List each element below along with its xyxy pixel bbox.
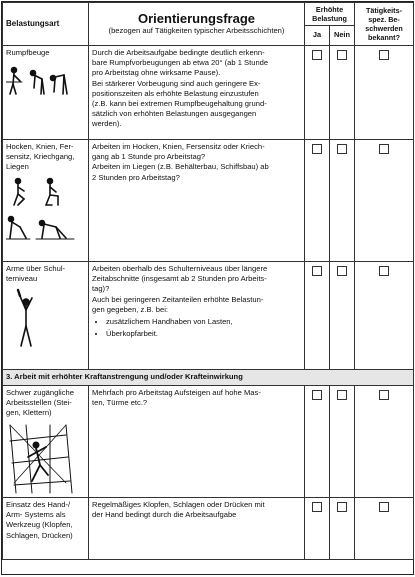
row-rumpfbeuge: [3, 46, 414, 140]
question-cell: Arbeiten oberhalb des Schulterniveaus über längere Zeitabschnitte (insgesamt ab 2 Stunden pro Arbeits- tag)? Auch bei geringeren Zeitanteilen erhöhte Belastun- gen gegeben, z.B. bei: • zusätzlichem Handhaben von Lasten, • Überkopfarbeit.: [89, 262, 305, 370]
assessment-sheet: [1, 1, 414, 575]
checkbox-beschwerden[interactable]: [379, 502, 389, 512]
label-cell: [3, 46, 89, 140]
section-3-header: 3. Arbeit mit erhöhter Kraftanstrengung und/oder Krafteinwirkung: [3, 370, 414, 386]
orientierungsfrage-subtitle: (bezogen auf Tätigkeiten typischer Arbeitsschichten): [108, 26, 285, 36]
checkbox-nein[interactable]: [337, 390, 347, 400]
arms-overhead-figure-icon: [6, 288, 46, 348]
question-cell: Mehrfach pro Arbeitstag Aufsteigen auf hohe Mas- ten, Türme etc.?: [89, 386, 305, 498]
row-label: Rumpfbeuge: [6, 48, 50, 57]
assessment-table: [2, 2, 414, 560]
checkbox-ja[interactable]: [312, 50, 322, 60]
label-cell: Arme über Schul- terniveau: [3, 262, 89, 370]
checkbox-nein[interactable]: [337, 266, 347, 276]
label-cell: Hocken, Knien, Fer- sensitz, Kriechgang, Liegen: [3, 140, 89, 262]
question-cell: Regelmäßiges Klopfen, Schlagen oder Drücken mit der Hand bedingt durch die Arbeitsaufgabe: [89, 498, 305, 560]
bullet-list: • zusätzlichem Handhaben von Lasten, • Überkopfarbeit.: [92, 317, 301, 339]
label-cell: Einsatz des Hand-/ Arm- Systems als Werkzeug (Klopfen, Schlagen, Drücken): [3, 498, 89, 560]
checkbox-nein[interactable]: [337, 502, 347, 512]
question-cell: Arbeiten im Hocken, Knien, Fersensitz oder Kriech- gang ab 1 Stunde pro Arbeitstag? Arbeiten im Liegen (z.B. Behälterbau, Schiffsbau) ab 2 Stunden pro Arbeitstag?: [89, 140, 305, 262]
header-nein: Nein: [330, 26, 355, 46]
climbing-figure-icon: [6, 423, 82, 495]
bending-figures-icon: [6, 62, 74, 96]
orientierungsfrage-title: Orientierungsfrage: [137, 11, 256, 27]
header-orientierungsfrage: [89, 3, 305, 46]
checkbox-beschwerden[interactable]: [379, 50, 389, 60]
checkbox-beschwerden[interactable]: [379, 144, 389, 154]
checkbox-ja[interactable]: [312, 266, 322, 276]
checkbox-beschwerden[interactable]: [379, 266, 389, 276]
row-hocken-knien: [3, 140, 414, 262]
checkbox-nein[interactable]: [337, 144, 347, 154]
label-cell: Schwer zugängliche Arbeitsstellen (Stei- gen, Klettern): [3, 386, 89, 498]
row-schwer-zugaengliche-arbeitsstellen: [3, 386, 414, 498]
kneeling-figures-icon: [6, 177, 76, 241]
row-einsatz-hand-arm-system: [3, 498, 414, 560]
header-erhoehte-belastung: Erhöhte Belastung: [305, 3, 355, 26]
header-belastungsart: Belastungsart: [3, 3, 89, 46]
checkbox-ja[interactable]: [312, 390, 322, 400]
checkbox-nein[interactable]: [337, 50, 347, 60]
checkbox-beschwerden[interactable]: [379, 390, 389, 400]
header-beschwerden: Tätigkeits-spez. Be-schwerden bekannt?: [355, 3, 414, 46]
checkbox-ja[interactable]: [312, 502, 322, 512]
checkbox-ja[interactable]: [312, 144, 322, 154]
question-cell: Durch die Arbeitsaufgabe bedingte deutlich erkenn- bare Rumpfvorbeugungen ab etwa 20° (ab 1 Stunde pro Arbeitstag ohne wirksame Pause). Bei stärkerer Vorbeugung sind auch geringere Ex- positionszeiten als erhöhte Belastung einzustufen (z.B. kann bei extremen Rumpfbeugehaltung grund- sätzlich von erhöhten Belastungen ausgegangen werden).: [89, 46, 305, 140]
row-arme-ueber-schulterniveau: [3, 262, 414, 370]
header-ja: Ja: [305, 26, 330, 46]
